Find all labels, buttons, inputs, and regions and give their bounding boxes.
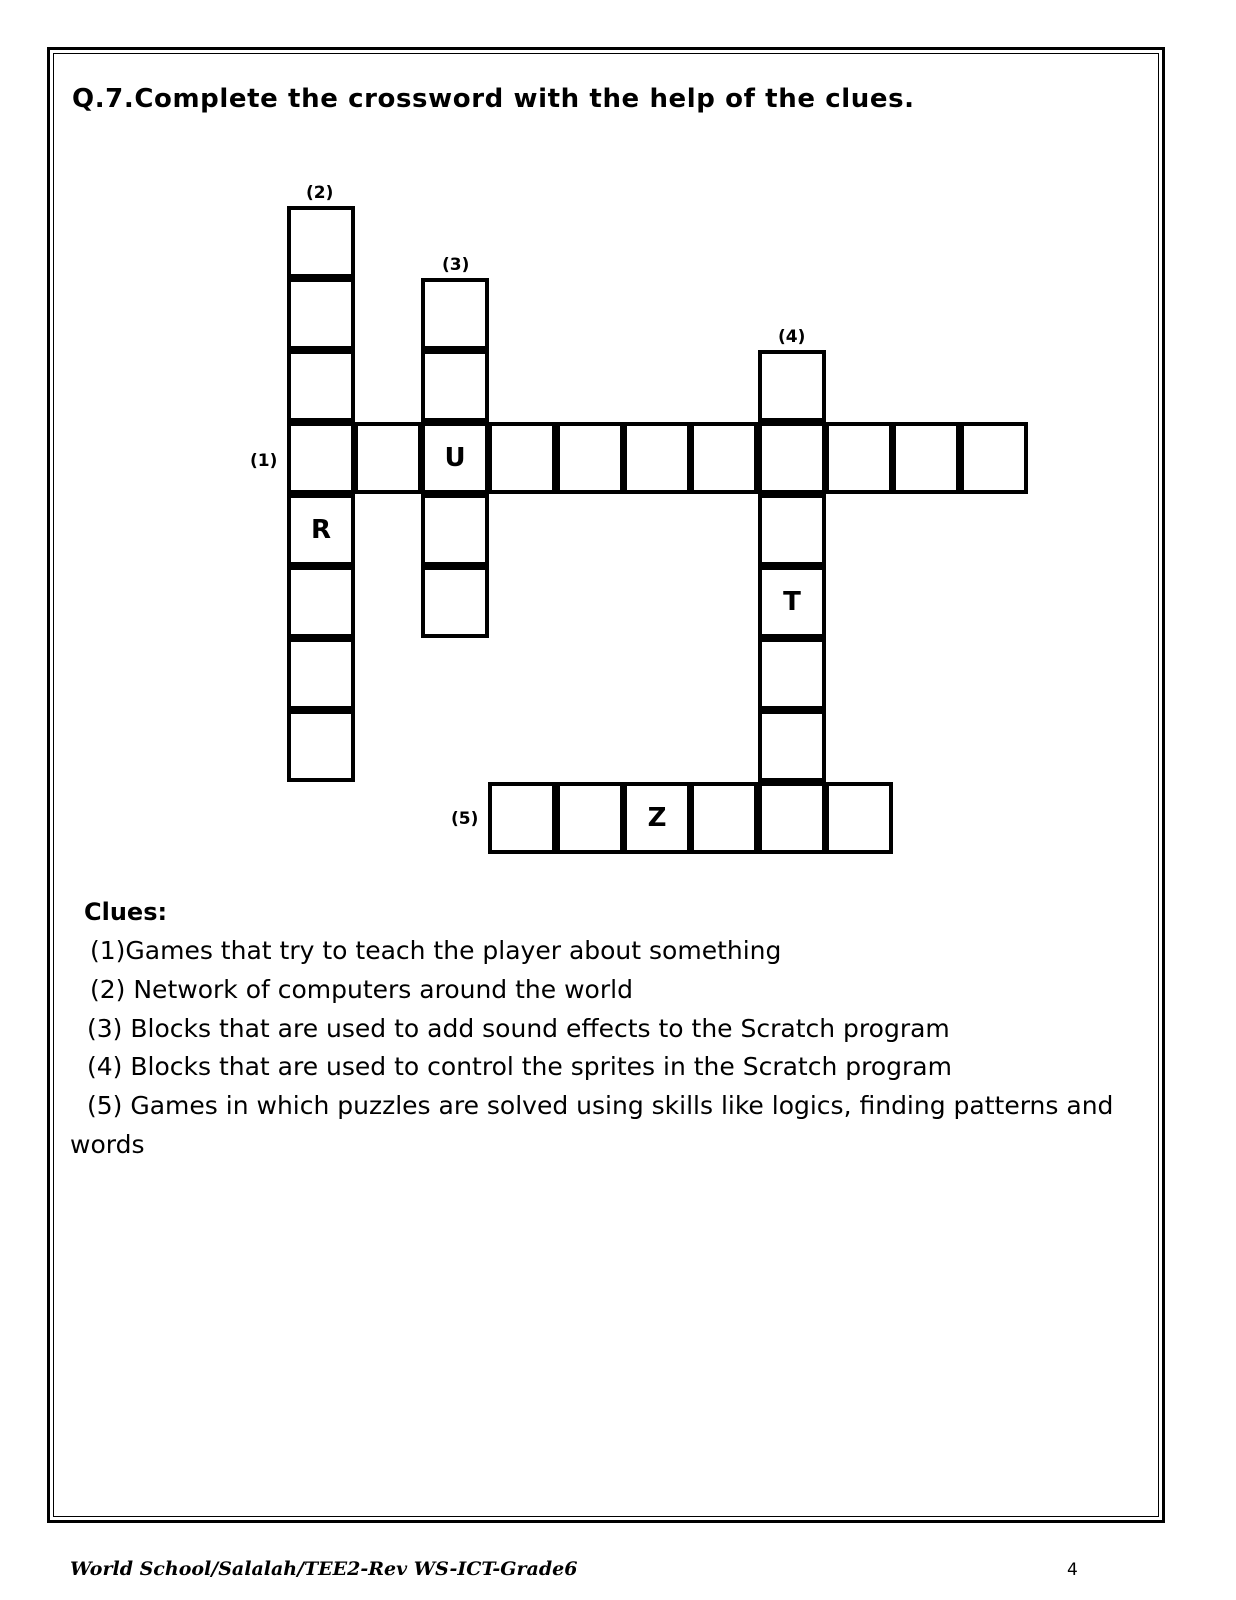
clue-number-2: (2) — [306, 183, 334, 203]
clue-5: (5) Games in which puzzles are solved using skills like logics, finding patterns and — [87, 1091, 1114, 1120]
clue-number-1: (1) — [250, 451, 278, 471]
clue-number-4: (4) — [778, 327, 806, 347]
question-title: Q.7.Complete the crossword with the help of the clues. — [72, 84, 915, 114]
crossword-cell-given: T — [758, 566, 826, 638]
clues-heading: Clues: — [84, 898, 168, 926]
crossword-cell-given: Z — [623, 782, 691, 854]
clue-5-continued: words — [70, 1130, 145, 1159]
page-number: 4 — [1067, 1560, 1078, 1580]
footer-text: World School/Salalah/TEE2-Rev WS-ICT-Grade6 — [70, 1558, 578, 1580]
clue-1: (1)Games that try to teach the player about something — [90, 936, 782, 965]
clue-number-3: (3) — [442, 255, 470, 275]
crossword-cell-given: R — [287, 494, 355, 566]
clue-number-5: (5) — [451, 809, 479, 829]
crossword-cell-given: U — [421, 422, 489, 494]
page-border-inner — [53, 53, 1159, 1517]
clue-3: (3) Blocks that are used to add sound effects to the Scratch program — [87, 1014, 950, 1043]
clue-2: (2) Network of computers around the world — [90, 975, 633, 1004]
clue-4: (4) Blocks that are used to control the sprites in the Scratch program — [87, 1052, 952, 1081]
